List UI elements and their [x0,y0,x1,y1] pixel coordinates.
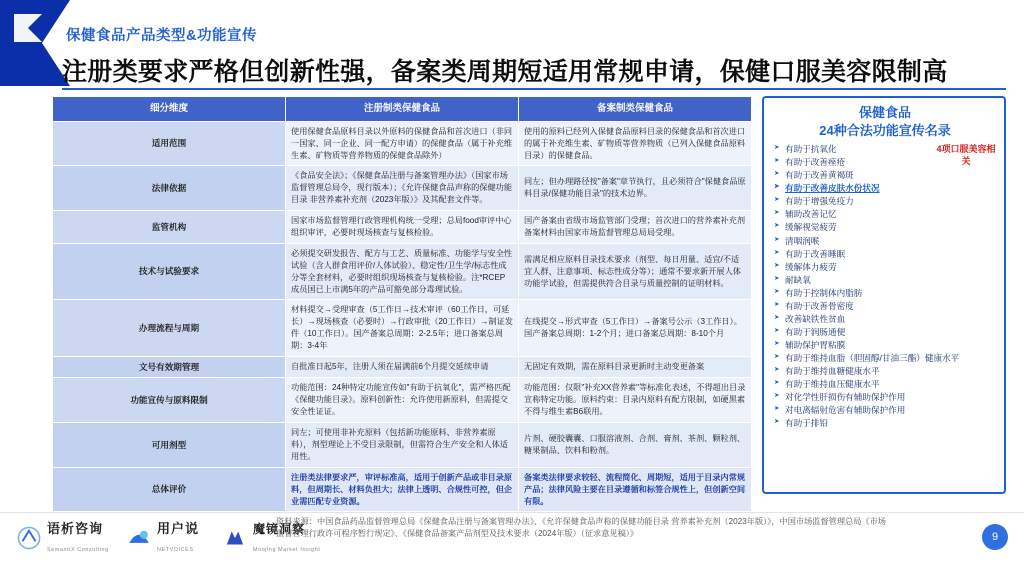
list-item: ➤ 有助于维持血压健康水平 [774,378,996,391]
list-item: ➤ 缓解体力疲劳 [774,261,996,274]
footer-divider [0,512,1024,513]
list-item: ➤ 缓解视觉疲劳 [774,221,996,234]
list-item: ➤ 有助于改善皮肤水份状况 [774,182,996,195]
list-item: ➤ 有助于控制体内脂肪 [774,287,996,300]
row-registration: 国家市场监督管理行政管理机构统一受理；总局food审评中心组织审评，必要时现场核查与复核检验。 [286,211,519,244]
row-dimension: 功能宣传与原料限制 [53,378,286,423]
table-row [53,121,752,166]
row-dimension: 总体评价 [53,467,286,512]
row-filing: 功能范围：仅限"补充XX营养素"等标准化表述，不得超出目录宣称特定功能。原料约束：目录内原料有配方限制，如硬黑素不得与维生素B6联用。 [519,378,752,423]
row-filing: 备案类法律要求较轻、流程简化、周期短，适用于目录内常规产品；法律风险主要在目录遵循和标签合规性上，但创新空间有限。 [519,467,752,512]
panel-title [774,104,996,139]
list-item: ➤ 辅助保护胃粘膜 [774,339,996,352]
list-item: ➤ 有助于抗氧化 [774,143,996,156]
row-registration: 使用保健食品原料目录以外原料的保健食品和首次进口（非同一国家、同一企业、同一配方申请）的保健食品（属于补充维生素、矿物质等营养物质的保健食品除外） [286,121,519,166]
table-row [53,211,752,244]
table-row [53,166,752,211]
table-row [53,300,752,357]
logo-netvoices [126,520,199,555]
slide-kicker: 保健食品产品类型&功能宣传 [66,28,257,44]
logo-label: 用户说 [157,521,200,536]
table-row [53,378,752,423]
list-item: ➤ 有助于增强免疫力 [774,195,996,208]
row-dimension: 可用剂型 [53,423,286,468]
table-header-row [53,97,752,122]
comparison-table [52,96,752,512]
decorative-corner-shape [0,0,70,86]
row-registration: 功能范围：24种特定功能宣传如"有助于抗氧化"，需严格匹配《保健功能目录》。原料创新性：允许使用新原料，但需提交安全性证证。 [286,378,519,423]
list-item: ➤ 辅助改善记忆 [774,208,996,221]
page-title: 注册类要求严格但创新性强，备案类周期短适用常规申请，保健口服美容限制高 [62,58,948,86]
semantix-logo-icon [16,525,42,551]
panel-title-line1: 保健食品 [858,105,911,120]
column-header-dimension: 细分维度 [53,97,286,122]
table-row [53,467,752,512]
list-item: ➤ 对电离辐射危害有辅助保护作用 [774,404,996,417]
list-item: ➤ 改善缺铁性贫血 [774,313,996,326]
table-row [53,243,752,300]
row-filing: 同左；但办理路径按"备案"章节执行，且必须符合"保健食品原料目录/保健功能目录"的技术边界。 [519,166,752,211]
list-item: ➤ 对化学性肝损伤有辅助保护作用 [774,391,996,404]
list-item: ➤ 清咽润喉 [774,235,996,248]
list-item: ➤ 有助于润肠通便 [774,326,996,339]
row-filing: 无固定有效期，需在原料目录更新时主动变更备案 [519,357,752,378]
table-row [53,357,752,378]
logo-sublabel: NETVOICES [157,546,194,553]
row-registration: 自批准日起5年，注册人须在届满前6个月提交延续申请 [286,357,519,378]
list-item: ➤ 有助于维持血脂（胆固醇/甘油三酯）健康水平 [774,352,996,365]
row-dimension: 技术与试验要求 [53,243,286,300]
column-header-filing: 备案制类保健食品 [519,97,752,122]
logo-sublabel: Moojing Market Insight [253,546,321,553]
column-header-registration: 注册制类保健食品 [286,97,519,122]
panel-title-line2: 24种合法功能宣传名录 [819,122,951,138]
row-dimension: 监管机构 [53,211,286,244]
row-registration: 注册类法律要求严，审评标准高，适用于创新产品或非目录原料，但周期长、材料负担大；法律上透明、合规性可控，但企业需匹配专业资源。 [286,467,519,512]
logo-semantix [16,520,109,555]
row-dimension: 适用范围 [53,121,286,166]
table-row [53,423,752,468]
source-note: 资料来源：中国食品药品监督管理总局《保健食品注册与备案管理办法》、《允许保健食品声称的保健功能目录 营养素补充剂（2023年版）》，中国市场监督管理总局《市场监督管理行政许可程序暂行规定》、《保健食品备案产品剂型及技术要求（2024年版）（征求意见稿）》 [276,517,886,539]
logo-label: 魔镜洞察 [253,522,306,536]
row-filing: 片剂、硬胶囊囊、口服溶液剂、合剂、膏剂、茶剂、颗粒剂、糖果制品、饮料和粉剂。 [519,423,752,468]
list-item: ➤ 有助于维持血糖健康水平 [774,365,996,378]
row-filing: 国产备案由省级市场监管部门受理；首次进口的营养素补充剂备案材料由国家市场监督管理总局局受理。 [519,211,752,244]
functions-list [774,143,996,430]
row-dimension: 法律依据 [53,166,286,211]
row-filing: 需满足相应原料目录技术要求（剂型、每日用量、适宜/不适宜人群、注意事项、标志性成分等）；通常不要求新开展人体功能学试验，但需提供符合目录与质量控制的证明材料。 [519,243,752,300]
list-item: ➤ 耐缺氧 [774,274,996,287]
logo-label: 语析咨询 [47,521,104,536]
list-item: ➤ 有助于改善骨密度 [774,300,996,313]
logo-sublabel: SemantiX Consulting [47,546,109,553]
list-item: ➤ 有助于排铅 [774,417,996,430]
netvoices-logo-icon [126,525,152,551]
panel-note: 4项口服美容相关 [936,144,996,166]
list-item: ➤ 有助于改善痤疮 [774,156,996,169]
list-item: ➤ 有助于改善睡眠 [774,248,996,261]
decorative-corner-inner [14,14,42,42]
row-filing: 在线提交→形式审查（5工作日）→备案号公示（3工作日）。国产备案总周期：1-2个月；进口备案总周期：8-10个月 [519,300,752,357]
functions-panel [762,96,1006,494]
title-divider [62,88,1006,90]
row-filing: 使用的原料已经列入保健食品原料目录的保健食品和首次进口的属于补充维生素、矿物质等营养物质（已列入保健食品原料目录）的保健食品。 [519,121,752,166]
list-item: ➤ 有助于改善黄褐斑 [774,169,996,182]
row-registration: 《食品安全法》；《保健食品注册与备案管理办法》（国家市场监督管理总局令，现行版本）；《允许保健食品声称的保健功能目录 非营养素补充剂（2023年版）》及其配套文件等。 [286,166,519,211]
page-number-badge: 9 [982,524,1008,550]
row-dimension: 文号有效期管理 [53,357,286,378]
row-registration: 同左；可使用非补充原料（包括新功能原料、非营养素原料），剂型理论上不受目录限制，但需符合生产安全和人体适用性。 [286,423,519,468]
row-registration: 必须提交研发报告、配方与工艺、质量标准、功能学与安全性试验（含人群食用评价/人体试验）、稳定性/卫生学/标志性成分等全套材料，必要时组织现场核查与复核检验。注*RCEP成员国已上市满5年的产品可豁免部分毒理试验。 [286,243,519,300]
moojing-logo-icon [222,525,248,551]
row-registration: 材料提交→受理审查（5工作日→技术审评（60工作日，可延长）→现场核查（必要时）→行政审批（20工作日）→制证发件（10工作日）。国产备案总周期：2-2.5年；进口备案总周期：3-4年 [286,300,519,357]
row-dimension: 办理流程与周期 [53,300,286,357]
